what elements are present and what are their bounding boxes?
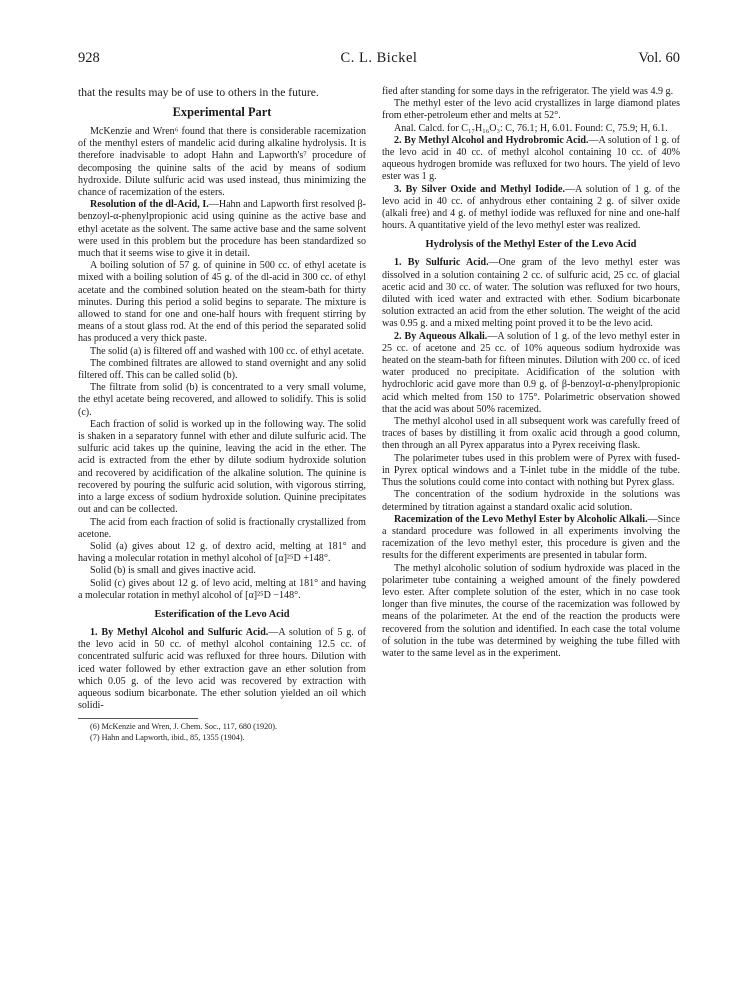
- paragraph-text: —Hahn and Lapworth first resolved β-benzoyl-α-phenylpropionic acid using quinine as the active base and ethyl acetate as the solvent. The same active base and the same solvent were used in this problem but the procedure has been standardized so much that it seems wise to give it in detail.: [78, 199, 366, 260]
- paragraph: McKenzie and Wren⁶ found that there is considerable racemization of the menthyl esters of mandelic acid during alkaline hydrolysis. It is therefore inadvisable to adopt Hahn and Lapworth's⁷ procedure of decomposing the quinine salts of the acid by means of sodium hydroxide. Dilute sulfuric acid was used instead, thus minimizing the chance of racemization of the esters.: [78, 126, 366, 199]
- right-column: [382, 86, 680, 660]
- paragraph: Solid (a) gives about 12 g. of dextro acid, melting at 181° and having a molecular rotation in methyl alcohol of [α]²⁵D +148°.: [78, 540, 366, 565]
- paragraph: Solid (b) is small and gives inactive acid.: [90, 565, 256, 577]
- paragraph-text: —One gram of the levo methyl ester was dissolved in a solution containing 2 cc. of sulfuric acid, 25 cc. of glacial acetic acid and 30 cc. of water. The solution was refluxed for two hours, diluted with iced water and extracted with ether. Sodium bicarbonate solution extracted an acid from the ether solution. The weight of the acid was 0.95 g. and a mixed melting point proved it to be the levo acid.: [382, 257, 680, 330]
- footnote-6: (6) McKenzie and Wren, J. Chem. Soc., 117, 680 (1920).: [90, 722, 278, 732]
- paragraph-text: —A solution of 5 g. of the levo acid in 50 cc. of methyl alcohol containing 12.5 cc. of concentrated sulfuric acid was refluxed for three hours. Dilution with iced water followed by ether extraction gave an ether solution from which 0.05 g. of the levo acid was recovered by extraction with aqueous sodium bicarbonate. The ether solution yielded an oil which solidi-: [78, 626, 366, 712]
- run-in-heading: 1. By Sulfuric Acid.: [394, 257, 489, 269]
- paragraph: The concentration of the sodium hydroxide in the solutions was determined by titration against a standard oxalic acid solution.: [382, 489, 680, 513]
- paragraph-text: —A solution of 1 g. of the levo methyl ester in 25 cc. of acetone and 25 cc. of 10% aqueous sodium hydroxide was heated on the steam-bath for fifteen minutes. Dilution with 200 cc. of iced water produced no precipitate. Acidification of the solution with hydrochloric acid gave more than 0.9 g. of β-benzoyl-α-phenylpropionic acid which melted from 150 to 175°. Polarimetric observation showed that the acid was about 50% racemized.: [382, 330, 681, 415]
- paragraph-text: —Since a standard procedure was followed in all experiments involving the racemization of the levo methyl ester, this procedure is given and the results for the different experiments are presented in tabular form.: [382, 513, 680, 562]
- volume-label: Vol. 60: [638, 50, 680, 66]
- paragraph: fied after standing for some days in the refrigerator. The yield was 4.9 g.: [382, 86, 674, 97]
- run-in-heading: Resolution of the dl-Acid, I.: [90, 199, 209, 211]
- run-in-heading: 3. By Silver Oxide and Methyl Iodide.: [394, 183, 565, 195]
- paragraph-text: —A solution of 1 g. of the levo acid in 40 cc. of anhydrous ether containing 2 g. of silver oxide (alkali free) and 4 g. of methyl iodide was refluxed for nine and one-half hours. A quantitative yield of the levo methyl ester was realized.: [382, 183, 680, 232]
- running-author: C. L. Bickel: [340, 50, 418, 66]
- paragraph: Each fraction of solid is worked up in the following way. The solid is shaken in a separatory funnel with ether and dilute sulfuric acid. The sulfuric acid takes up the quinine, leaving the acid in the ether. The acid is extracted from the ether by dilute sodium hydroxide solution and recovered by acidification of the alkaline solution. The quinine is recovered by pouring the sulfuric acid solution, with vigorous stirring, into a large excess of sodium hydroxide solution. Quinine precipitates out and can be collected.: [78, 418, 366, 516]
- run-in-heading: 1. By Methyl Alcohol and Sulfuric Acid.: [90, 626, 269, 638]
- running-header: [78, 50, 680, 72]
- run-in-heading: 2. By Methyl Alcohol and Hydrobromic Acid.: [394, 134, 589, 146]
- paragraph: [78, 627, 366, 712]
- paragraph: [382, 331, 680, 416]
- paragraph: Solid (c) gives about 12 g. of levo acid, melting at 181° and having a molecular rotation in methyl alcohol of [α]²⁵D −148°.: [78, 577, 366, 601]
- subsection-title-esterification: Esterification of the Levo Acid: [154, 608, 290, 620]
- run-in-heading: 2. By Aqueous Alkali.: [394, 330, 488, 342]
- paragraph: The solid (a) is filtered off and washed with 100 cc. of ethyl acetate.: [90, 345, 365, 357]
- run-in-heading: Racemization of the Levo Methyl Ester by Alcoholic Alkali.: [394, 513, 648, 525]
- page-number: 928: [78, 50, 100, 66]
- paragraph: A boiling solution of 57 g. of quinine in 500 cc. of ethyl acetate is mixed with a boiling solution of 45 g. of the dl-acid in 300 cc. of ethyl acetate and the combined solution heated on the steam-bath for thirty minutes. During this period a solid begins to separate. The mixture is allowed to stand for one and one-half hours with frequent stirring by means of a stout glass rod. At the end of this period the separated solid has produced a very thick paste.: [78, 260, 366, 345]
- paragraph: The filtrate from solid (b) is concentrated to a very small volume, the ethyl acetate being recovered, and allowed to solidify. This is solid (c).: [78, 382, 366, 418]
- paragraph: The methyl ester of the levo acid crystallizes in large diamond plates from ether-petroleum ether and melts at 52°.: [382, 98, 680, 122]
- intro-paragraph: that the results may be of use to others in the future.: [78, 86, 319, 99]
- paragraph: [78, 199, 366, 260]
- subsection-title-hydrolysis: Hydrolysis of the Methyl Ester of the Levo Acid: [425, 239, 637, 251]
- paragraph: The polarimeter tubes used in this problem were of Pyrex with fused-in Pyrex optical windows and a T-inlet tube in the middle of the tube. Thus the solutions could come into contact with nothing but Pyrex glass.: [382, 452, 680, 489]
- paragraph: [382, 514, 680, 563]
- paragraph: The methyl alcoholic solution of sodium hydroxide was placed in the polarimeter tube containing a weighed amount of the finely powdered levo ester. After complete solution of the ester, which in no case took longer than five minutes, the course of the racemization was followed by means of the polarimeter. At the end of the reaction the products were recovered from the solution and identified. In each case the total volume of solution in the tube was determined by weighing the tube filled with water to the same level as in the experiment.: [382, 562, 680, 659]
- footnote-7: (7) Hahn and Lapworth, ibid., 85, 1355 (1904).: [90, 732, 245, 742]
- paragraph: The acid from each fraction of solid is fractionally crystallized from acetone.: [78, 516, 366, 540]
- section-title-experimental: Experimental Part: [172, 105, 272, 119]
- left-column: [78, 86, 366, 743]
- paragraph: [382, 184, 680, 233]
- paragraph: Anal. Calcd. for C₁₇H₁₆O₃: C, 76.1; H, 6.01. Found: C, 75.9; H, 6.1.: [394, 122, 668, 134]
- paragraph: The methyl alcohol used in all subsequent work was carefully freed of traces of bases by distilling it from oxalic acid through a good column, then through an all Pyrex apparatus into a Pyrex receiving flask.: [382, 416, 680, 452]
- paragraph: The combined filtrates are allowed to stand overnight and any solid filtered off. This can be called solid (b).: [78, 357, 366, 382]
- paragraph-text: —A solution of 1 g. of the levo acid in 40 cc. of methyl alcohol containing 10 cc. of 40% aqueous hydrogen bromide was refluxed for two hours. The yield of levo ester was 1 g.: [382, 134, 680, 183]
- paragraph: [382, 257, 680, 330]
- paragraph: [382, 135, 680, 184]
